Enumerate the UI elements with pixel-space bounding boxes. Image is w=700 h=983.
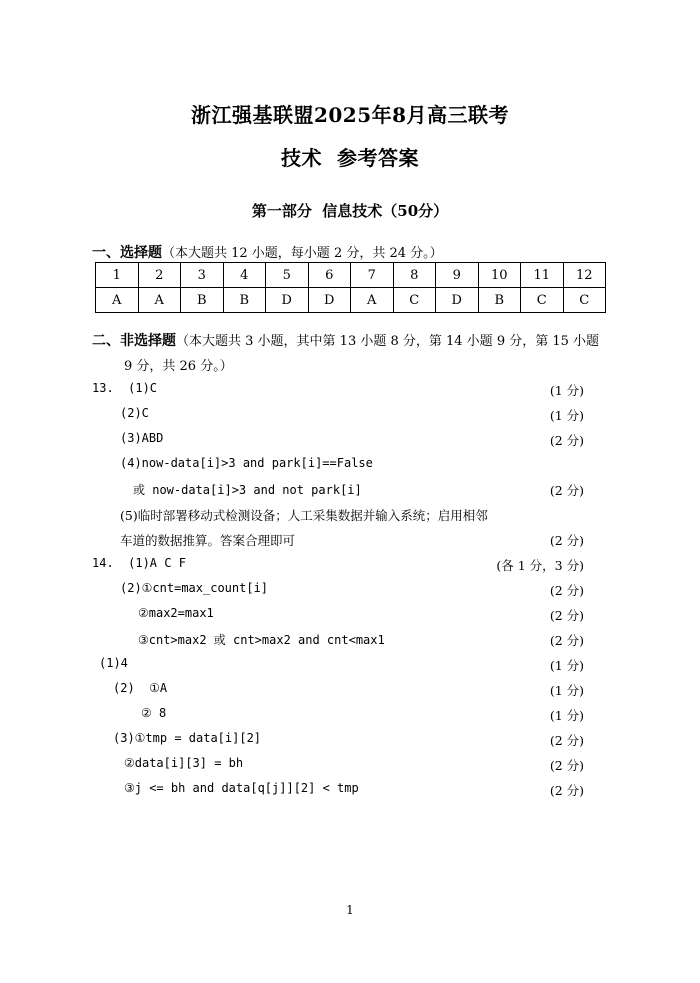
question-number: 7 xyxy=(351,263,394,288)
answer-cell: D xyxy=(308,288,351,313)
score-label: (1 分) xyxy=(549,658,584,673)
answer-line: (4)now-data[i]>3 and park[i]==False xyxy=(120,456,373,470)
answer-line: 或 now-data[i]>3 and not park[i] xyxy=(133,483,362,497)
answer-cell: A xyxy=(96,288,139,313)
score-label: (2 分) xyxy=(549,783,584,798)
answer-line: 14. (1)A C F xyxy=(92,556,186,570)
answer-line: ② 8 xyxy=(141,706,167,720)
answer-table xyxy=(95,262,606,313)
question-number: 9 xyxy=(436,263,479,288)
question-number: 12 xyxy=(563,263,606,288)
section2-heading-title: 二、非选择题 xyxy=(92,333,176,349)
score-label: (2 分) xyxy=(549,608,584,623)
answer-cell: C xyxy=(393,288,436,313)
answer-line: (2)①cnt=max_count[i] xyxy=(120,581,269,595)
score-label: (2 分) xyxy=(549,483,584,498)
answer-line: 车道的数据推算。答案合理即可 xyxy=(120,533,296,548)
question-number: 6 xyxy=(308,263,351,288)
score-label: (2 分) xyxy=(549,533,584,548)
part-title: 第一部分 信息技术（50分） xyxy=(251,202,449,220)
score-label: (1 分) xyxy=(549,408,584,423)
answer-line: ②max2=max1 xyxy=(138,606,214,620)
answer-table-numbers-row xyxy=(96,263,606,288)
answer-cell: C xyxy=(563,288,606,313)
answer-cell: B xyxy=(223,288,266,313)
document-title: 浙江强基联盟2025年8月高三联考 xyxy=(190,103,510,127)
question-number: 3 xyxy=(181,263,224,288)
answer-line: (1)4 xyxy=(99,656,128,670)
answer-line: (3)①tmp = data[i][2] xyxy=(113,731,262,745)
score-label: (2 分) xyxy=(549,758,584,773)
question-number: 1 xyxy=(96,263,139,288)
question-number: 5 xyxy=(266,263,309,288)
score-label: (1 分) xyxy=(549,683,584,698)
answer-line: ③cnt>max2 或 cnt>max2 and cnt<max1 xyxy=(138,633,385,647)
score-label: (1 分) xyxy=(549,708,584,723)
section1-heading-note: （本大题共 12 小题，每小题 2 分，共 24 分。） xyxy=(162,246,443,261)
question-number: 4 xyxy=(223,263,266,288)
score-label: (2 分) xyxy=(549,583,584,598)
score-label: (2 分) xyxy=(549,433,584,448)
section1-heading xyxy=(92,242,443,262)
section2-heading xyxy=(92,330,599,350)
section2-heading-note-cont: 9 分，共 26 分。） xyxy=(124,359,233,374)
answer-cell: D xyxy=(436,288,479,313)
answer-line: ②data[i][3] = bh xyxy=(124,756,244,770)
question-number: 11 xyxy=(521,263,564,288)
question-number: 2 xyxy=(138,263,181,288)
answer-line: ③j <= bh and data[q[j]][2] < tmp xyxy=(124,781,359,795)
answer-cell: B xyxy=(181,288,224,313)
answer-line: 13. (1)C xyxy=(92,381,158,395)
section1-heading-title: 一、选择题 xyxy=(92,245,162,261)
answer-cell: D xyxy=(266,288,309,313)
answer-line: (2)C xyxy=(120,406,149,420)
answer-line: (2) ①A xyxy=(113,681,168,695)
answer-table-answers-row xyxy=(96,288,606,313)
answer-cell: A xyxy=(351,288,394,313)
question-number: 8 xyxy=(393,263,436,288)
question-number: 10 xyxy=(478,263,521,288)
answer-line: (3)ABD xyxy=(120,431,164,445)
answer-cell: B xyxy=(478,288,521,313)
score-label: (各 1 分，3 分) xyxy=(496,558,584,573)
score-label: (2 分) xyxy=(549,633,584,648)
page-number: 1 xyxy=(346,903,354,917)
score-label: (1 分) xyxy=(549,383,584,398)
section2-heading-note: （本大题共 3 小题，其中第 13 小题 8 分，第 14 小题 9 分，第 15 小题 xyxy=(176,334,600,349)
answer-cell: A xyxy=(138,288,181,313)
answer-line: (5)临时部署移动式检测设备；人工采集数据并输入系统；启用相邻 xyxy=(120,508,488,523)
score-label: (2 分) xyxy=(549,733,584,748)
answer-cell: C xyxy=(521,288,564,313)
document-subtitle: 技术 参考答案 xyxy=(281,146,419,170)
